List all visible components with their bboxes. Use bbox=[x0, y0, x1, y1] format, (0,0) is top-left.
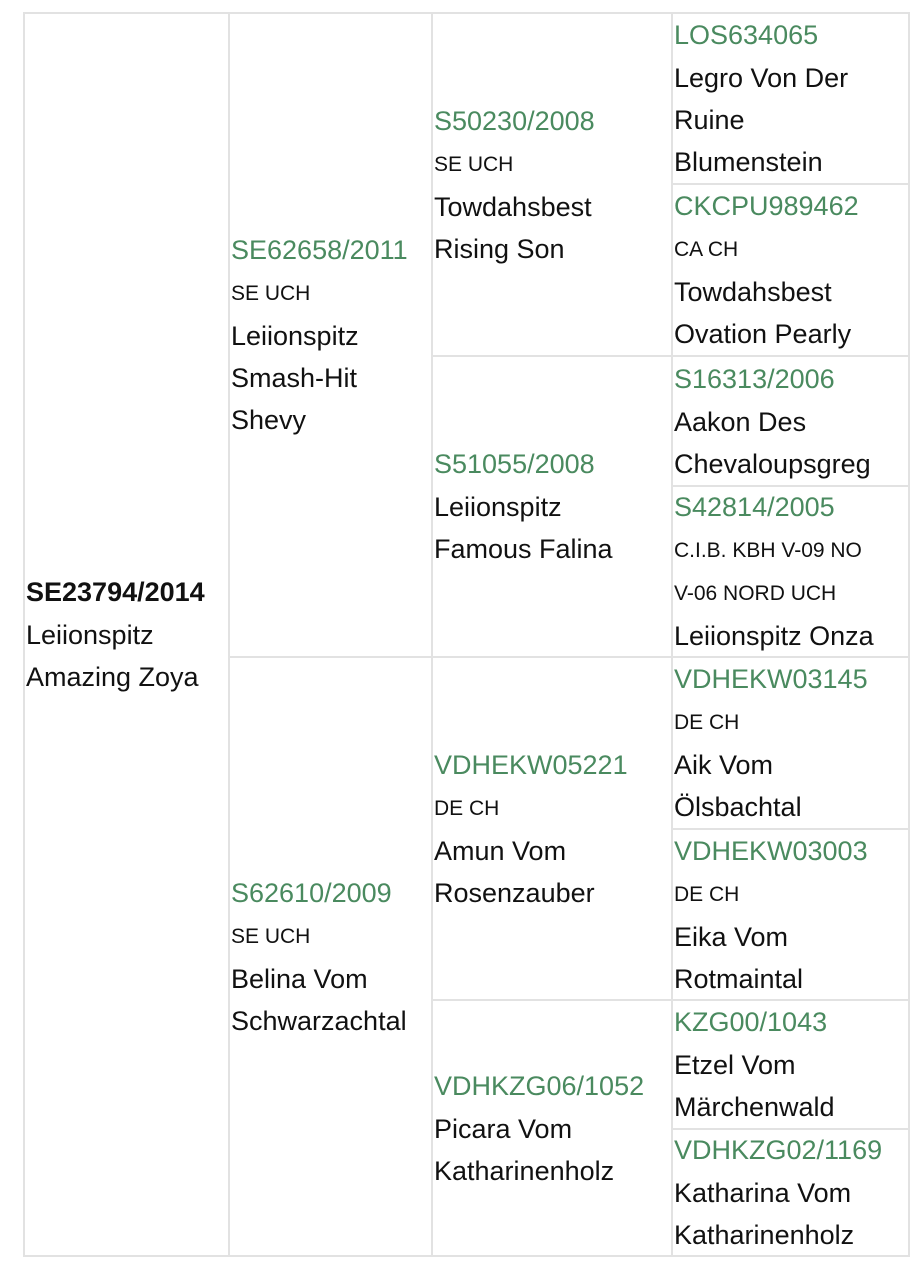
great-grandparent-name-line: Ölsbachtal bbox=[674, 792, 802, 822]
great-grandparent-title: DE CH bbox=[674, 711, 740, 734]
great-grandparent-name-line: Ruine bbox=[674, 105, 745, 135]
great-grandparent-registration-link[interactable]: S16313/2006 bbox=[674, 363, 835, 394]
sire-name-line: Smash-Hit bbox=[231, 363, 358, 393]
great-grandparent-name-line: Katharina Vom bbox=[674, 1178, 852, 1208]
grandparent-cell bbox=[431, 12, 673, 357]
great-grandparent-name-line: Rotmaintal bbox=[674, 963, 804, 994]
great-grandparent-cell bbox=[671, 1128, 910, 1257]
grandparent-name-line: Katharinenholz bbox=[434, 1155, 615, 1186]
great-grandparent-registration-link[interactable]: CKCPU989462 bbox=[674, 191, 859, 221]
great-grandparent-title: CA CH bbox=[674, 238, 739, 261]
sire-registration-link[interactable]: SE62658/2011 bbox=[231, 235, 408, 265]
sire-name-line: Shevy bbox=[231, 405, 307, 435]
great-grandparent-name-line: Aik Vom bbox=[674, 750, 774, 780]
grandparent-cell bbox=[431, 656, 673, 1001]
dam-registration-link[interactable]: S62610/2009 bbox=[231, 877, 392, 908]
great-grandparent-registration-link[interactable]: VDHKZG02/1169 bbox=[674, 1135, 883, 1165]
great-grandparent-cell bbox=[671, 656, 910, 830]
subject-name-line: Leiionspitz bbox=[26, 620, 154, 650]
great-grandparent-name-line: Chevaloupsgreg bbox=[674, 448, 871, 479]
grandparent-name-line: Famous Falina bbox=[434, 534, 613, 564]
great-grandparent-title: V-06 NORD UCH bbox=[674, 582, 837, 605]
sire-cell bbox=[228, 12, 433, 658]
great-grandparent-name-line: Leiionspitz Onza bbox=[674, 621, 874, 651]
grandparent-name-line: Rising Son bbox=[434, 233, 565, 264]
great-grandparent-name-line: Märchenwald bbox=[674, 1092, 835, 1122]
grandparent-name-line: Picara Vom bbox=[434, 1113, 573, 1144]
great-grandparent-registration-link[interactable]: VDHEKW03003 bbox=[674, 835, 868, 866]
great-grandparent-name-line: Aakon Des bbox=[674, 406, 807, 437]
grandparent-name-line: Leiionspitz bbox=[434, 492, 562, 522]
sire-name-line: Leiionspitz bbox=[231, 321, 359, 351]
great-grandparent-registration-link[interactable]: KZG00/1043 bbox=[674, 1007, 828, 1037]
great-grandparent-registration-link[interactable]: LOS634065 bbox=[674, 20, 819, 50]
great-grandparent-registration-link[interactable]: VDHEKW03145 bbox=[674, 664, 868, 694]
grandparent-registration-link[interactable]: S51055/2008 bbox=[434, 449, 595, 479]
subject-cell bbox=[23, 12, 230, 1257]
great-grandparent-cell bbox=[671, 999, 910, 1130]
grandparent-name-line: Amun Vom bbox=[434, 835, 567, 866]
grandparent-name-line: Towdahsbest bbox=[434, 191, 592, 222]
subject-name-line: Amazing Zoya bbox=[26, 662, 199, 692]
grandparent-cell bbox=[431, 355, 673, 658]
great-grandparent-name-line: Etzel Vom bbox=[674, 1050, 796, 1080]
great-grandparent-cell bbox=[671, 828, 910, 1001]
great-grandparent-cell bbox=[671, 355, 910, 487]
great-grandparent-name-line: Katharinenholz bbox=[674, 1220, 855, 1250]
grandparent-cell bbox=[431, 999, 673, 1257]
great-grandparent-cell bbox=[671, 183, 910, 357]
dam-title: SE UCH bbox=[231, 924, 311, 948]
great-grandparent-name-line: Ovation Pearly bbox=[674, 319, 852, 349]
great-grandparent-title: DE CH bbox=[674, 882, 740, 906]
grandparent-title: SE UCH bbox=[434, 152, 514, 176]
dam-name-line: Schwarzachtal bbox=[231, 1005, 407, 1036]
great-grandparent-name-line: Eika Vom bbox=[674, 921, 789, 952]
great-grandparent-cell bbox=[671, 485, 910, 658]
grandparent-registration-link[interactable]: S50230/2008 bbox=[434, 105, 595, 136]
great-grandparent-name-line: Towdahsbest bbox=[674, 277, 832, 307]
grandparent-registration-link[interactable]: VDHEKW05221 bbox=[434, 749, 628, 780]
subject-registration: SE23794/2014 bbox=[26, 577, 205, 607]
great-grandparent-title: C.I.B. KBH V-09 NO bbox=[674, 539, 862, 562]
dam-cell bbox=[228, 656, 433, 1257]
great-grandparent-registration-link[interactable]: S42814/2005 bbox=[674, 492, 835, 522]
grandparent-title: DE CH bbox=[434, 796, 500, 820]
great-grandparent-name-line: Legro Von Der bbox=[674, 63, 849, 93]
dam-name-line: Belina Vom bbox=[231, 963, 368, 994]
great-grandparent-cell bbox=[671, 12, 910, 185]
grandparent-registration-link[interactable]: VDHKZG06/1052 bbox=[434, 1070, 645, 1101]
sire-title: SE UCH bbox=[231, 282, 311, 305]
great-grandparent-name-line: Blumenstein bbox=[674, 147, 823, 177]
grandparent-name-line: Rosenzauber bbox=[434, 877, 595, 908]
